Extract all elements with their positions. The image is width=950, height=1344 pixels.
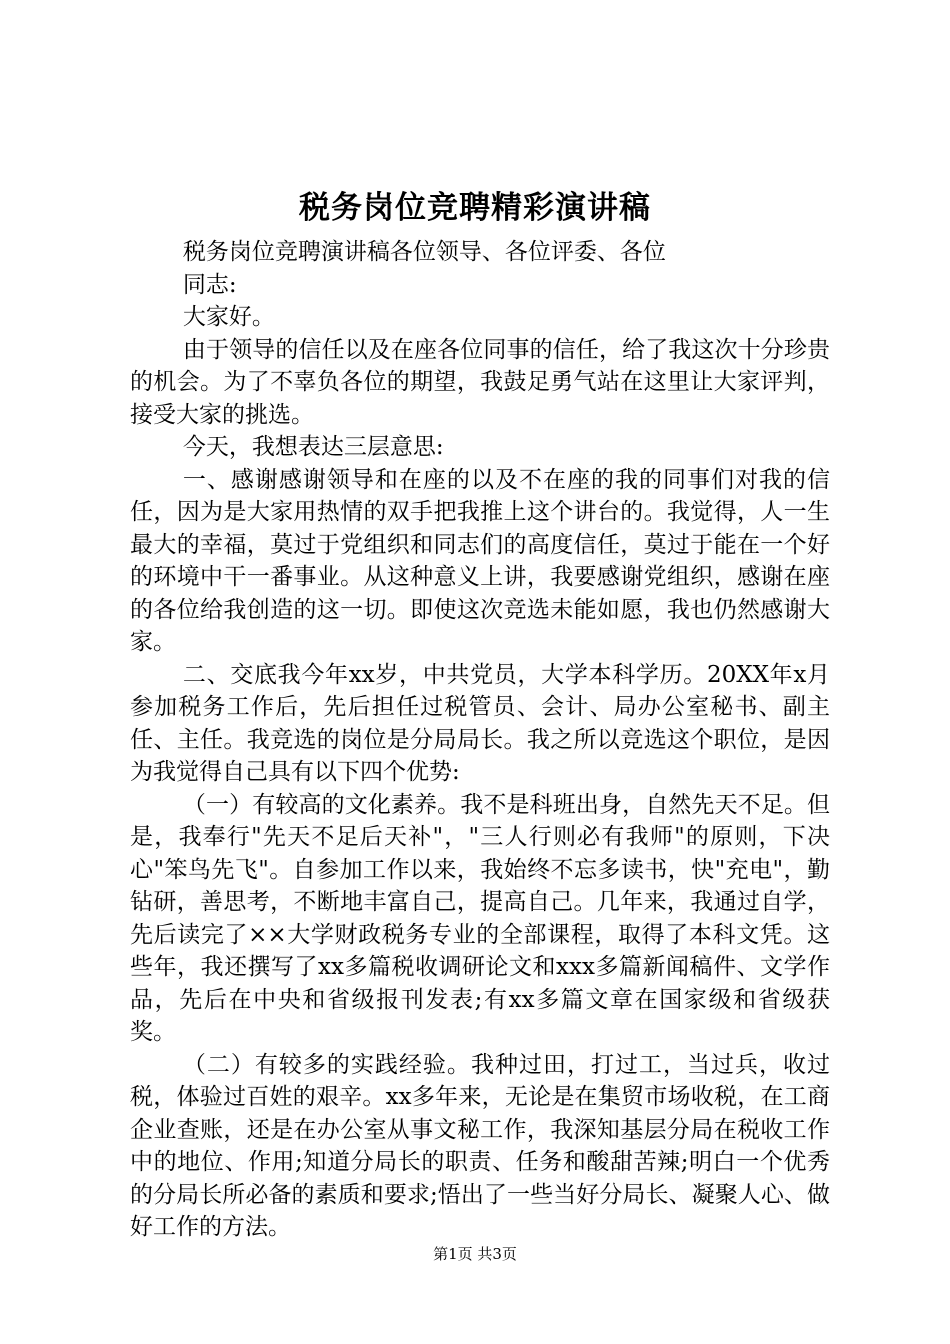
document-title: 税务岗位竞聘精彩演讲稿 — [299, 190, 651, 226]
page-number-footer: 第1页 共3页 — [433, 1245, 517, 1263]
document-body — [130, 236, 830, 1244]
paragraph-intro: 由于领导的信任以及在座各位同事的信任，给了我这次十分珍贵的机会。为了不辜负各位的期望，我鼓足勇气站在这里让大家评判，接受大家的挑选。 — [130, 336, 830, 428]
paragraph-advantage-one: （一）有较高的文化素养。我不是科班出身，自然先天不足。但是，我奉行"先天不足后天补"，"三人行则必有我师"的原则，下决心"笨鸟先飞"。自参加工作以来，我始终不忘多读书，快"充电"，勤钻研，善思考，不断地丰富自己，提高自己。几年来，我通过自学，先后读完了××大学财政税务专业的全部课程，取得了本科文凭。这些年，我还撰写了xx多篇税收调研论文和xxx多篇新闻稿件、文学作品，先后在中央和省级报刊发表;有xx多篇文章在国家级和省级获奖。 — [130, 791, 830, 1045]
paragraph-salutation: 税务岗位竞聘演讲稿各位领导、各位评委、各位 — [182, 239, 666, 265]
paragraph-point-one: 一、感谢感谢领导和在座的以及不在座的我的同事们对我的信任，因为是大家用热情的双手把我推上这个讲台的。我觉得，人一生最大的幸福，莫过于党组织和同志们的高度信任，莫过于能在一个好的环境中干一番事业。从这种意义上讲，我要感谢党组织，感谢在座的各位给我创造的这一切。即使这次竞选未能如愿，我也仍然感谢大家。 — [130, 466, 830, 655]
paragraph-advantage-two: （二）有较多的实践经验。我种过田，打过工，当过兵，收过税，体验过百姓的艰辛。xx多年来，无论是在集贸市场收税，在工商企业查账，还是在办公室从事文秘工作，我深知基层分局在税收工作中的地位、作用;知道分局长的职责、任务和酸甜苦辣;明白一个优秀的分局长所必备的素质和要求;悟出了一些当好分局长、凝聚人心、做好工作的方法。 — [130, 1051, 830, 1240]
paragraph-point-two: 二、交底我今年xx岁，中共党员，大学本科学历。20XX年x月参加税务工作后，先后担任过税管员、会计、局办公室秘书、副主任、主任。我竞选的岗位是分局局长。我之所以竞选这个职位，是因为我觉得自己具有以下四个优势: — [130, 661, 830, 785]
paragraph-greeting: 大家好。 — [182, 304, 275, 330]
paragraph-three-points: 今天，我想表达三层意思: — [182, 434, 444, 460]
paragraph-salutation-cont: 同志: — [182, 271, 237, 298]
